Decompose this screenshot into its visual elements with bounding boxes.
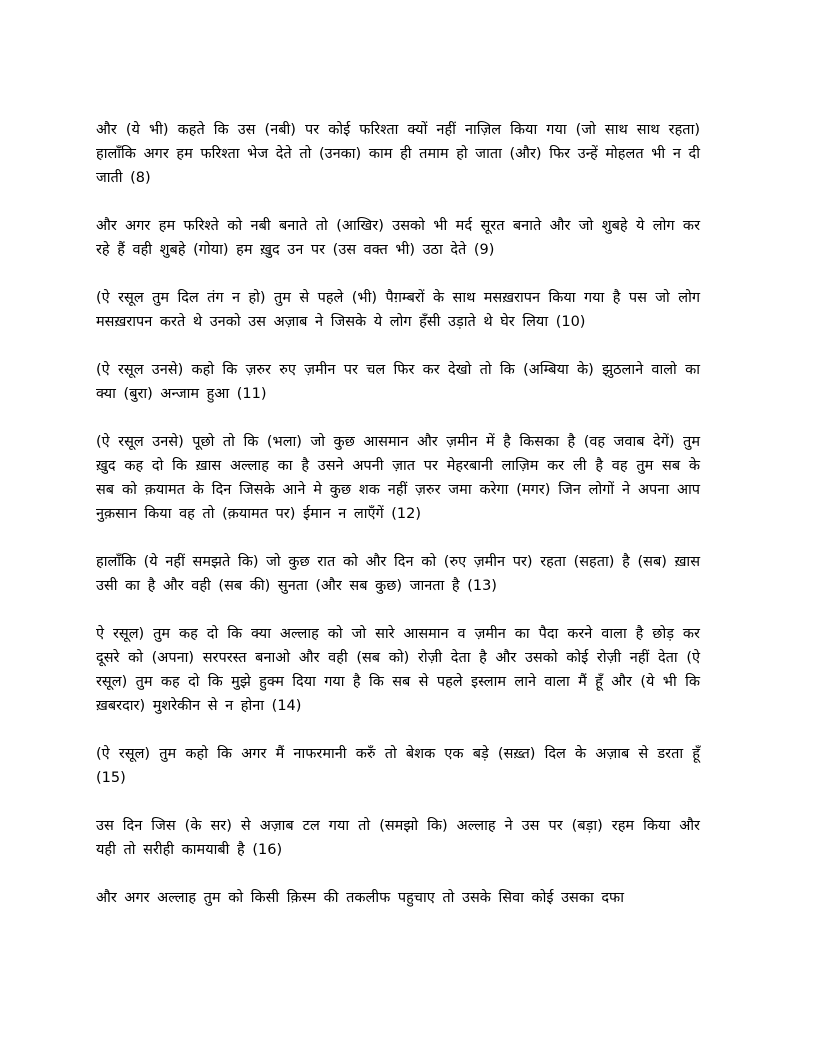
document-page [96,118,700,934]
verse-11: (ऐ रसूल उनसे) कहो कि ज़रुर रुए ज़मीन पर चल फिर कर देखो तो कि (अम्बिया के) झुठलाने वालो का क्या (बुरा) अन्जाम हुआ (11) [96,362,700,402]
verse-12: (ऐ रसूल उनसे) पूछो तो कि (भला) जो कुछ आसमान और ज़मीन में है किसका है (वह जवाब देगें) तुम ख़ुद कह दो कि ख़ास अल्लाह का है उसने अपनी ज़ात पर मेहरबानी लाज़िम कर ली है वह तुम सब के सब को क़यामत के दिन जिसके आने मे कुछ शक नहीं ज़रुर जमा करेगा (मगर) जिन लोगों ने अपना आप नुक़सान किया वह तो (क़यामत पर) ईमान न लाएँगें (12) [96,434,700,522]
verse-13: हालाँकि (ये नहीं समझते कि) जो कुछ रात को और दिन को (रुए ज़मीन पर) रहता (सहता) है (सब) ख़ास उसी का है और वही (सब की) सुनता (और सब कुछ) जानता है (13) [96,554,700,594]
verse-8: और (ये भी) कहते कि उस (नबी) पर कोई फरिश्ता क्यों नहीं नाज़िल किया गया (जो साथ साथ रहता) हालाँकि अगर हम फरिश्ता भेज देते तो (उनका) काम ही तमाम हो जाता (और) फिर उन्हें मोहलत भी न दी जाती (8) [96,122,700,186]
verse-10: (ऐ रसूल तुम दिल तंग न हो) तुम से पहले (भी) पैग़म्बरों के साथ मसख़रापन किया गया है पस जो लोग मसख़रापन करते थे उनको उस अज़ाब ने जिसके ये लोग हँसी उड़ाते थे घेर लिया (10) [96,290,700,330]
verse-9: और अगर हम फरिश्ते को नबी बनाते तो (आखिर) उसको भी मर्द सूरत बनाते और जो शुबहे ये लोग कर रहे हैं वही शुबहे (गोया) हम ख़ुद उन पर (उस वक्त भी) उठा देते (9) [96,218,700,258]
verse-14: ऐ रसूल) तुम कह दो कि क्या अल्लाह को जो सारे आसमान व ज़मीन का पैदा करने वाला है छोड़ कर दूसरे को (अपना) सरपरस्त बनाओ और वही (सब को) रोज़ी देता है और उसको कोई रोज़ी नहीं देता (ऐ रसूल) तुम कह दो कि मुझे हुक्म दिया गया है कि सब से पहले इस्लाम लाने वाला मैं हूँ और (ये भी कि ख़बरदार) मुशरेकीन से न होना (14) [96,626,700,714]
verse-17-partial: और अगर अल्लाह तुम को किसी क़िस्म की तकलीफ पहुचाए तो उसके सिवा कोई उसका दफा [96,890,624,906]
verse-15: (ऐ रसूल) तुम कहो कि अगर मैं नाफरमानी करुँ तो बेशक एक बड़े (सख़्त) दिल के अज़ाब से डरता हूँ (15) [96,746,700,786]
verse-16: उस दिन जिस (के सर) से अज़ाब टल गया तो (समझो कि) अल्लाह ने उस पर (बड़ा) रहम किया और यही तो सरीही कामयाबी है (16) [96,818,700,858]
